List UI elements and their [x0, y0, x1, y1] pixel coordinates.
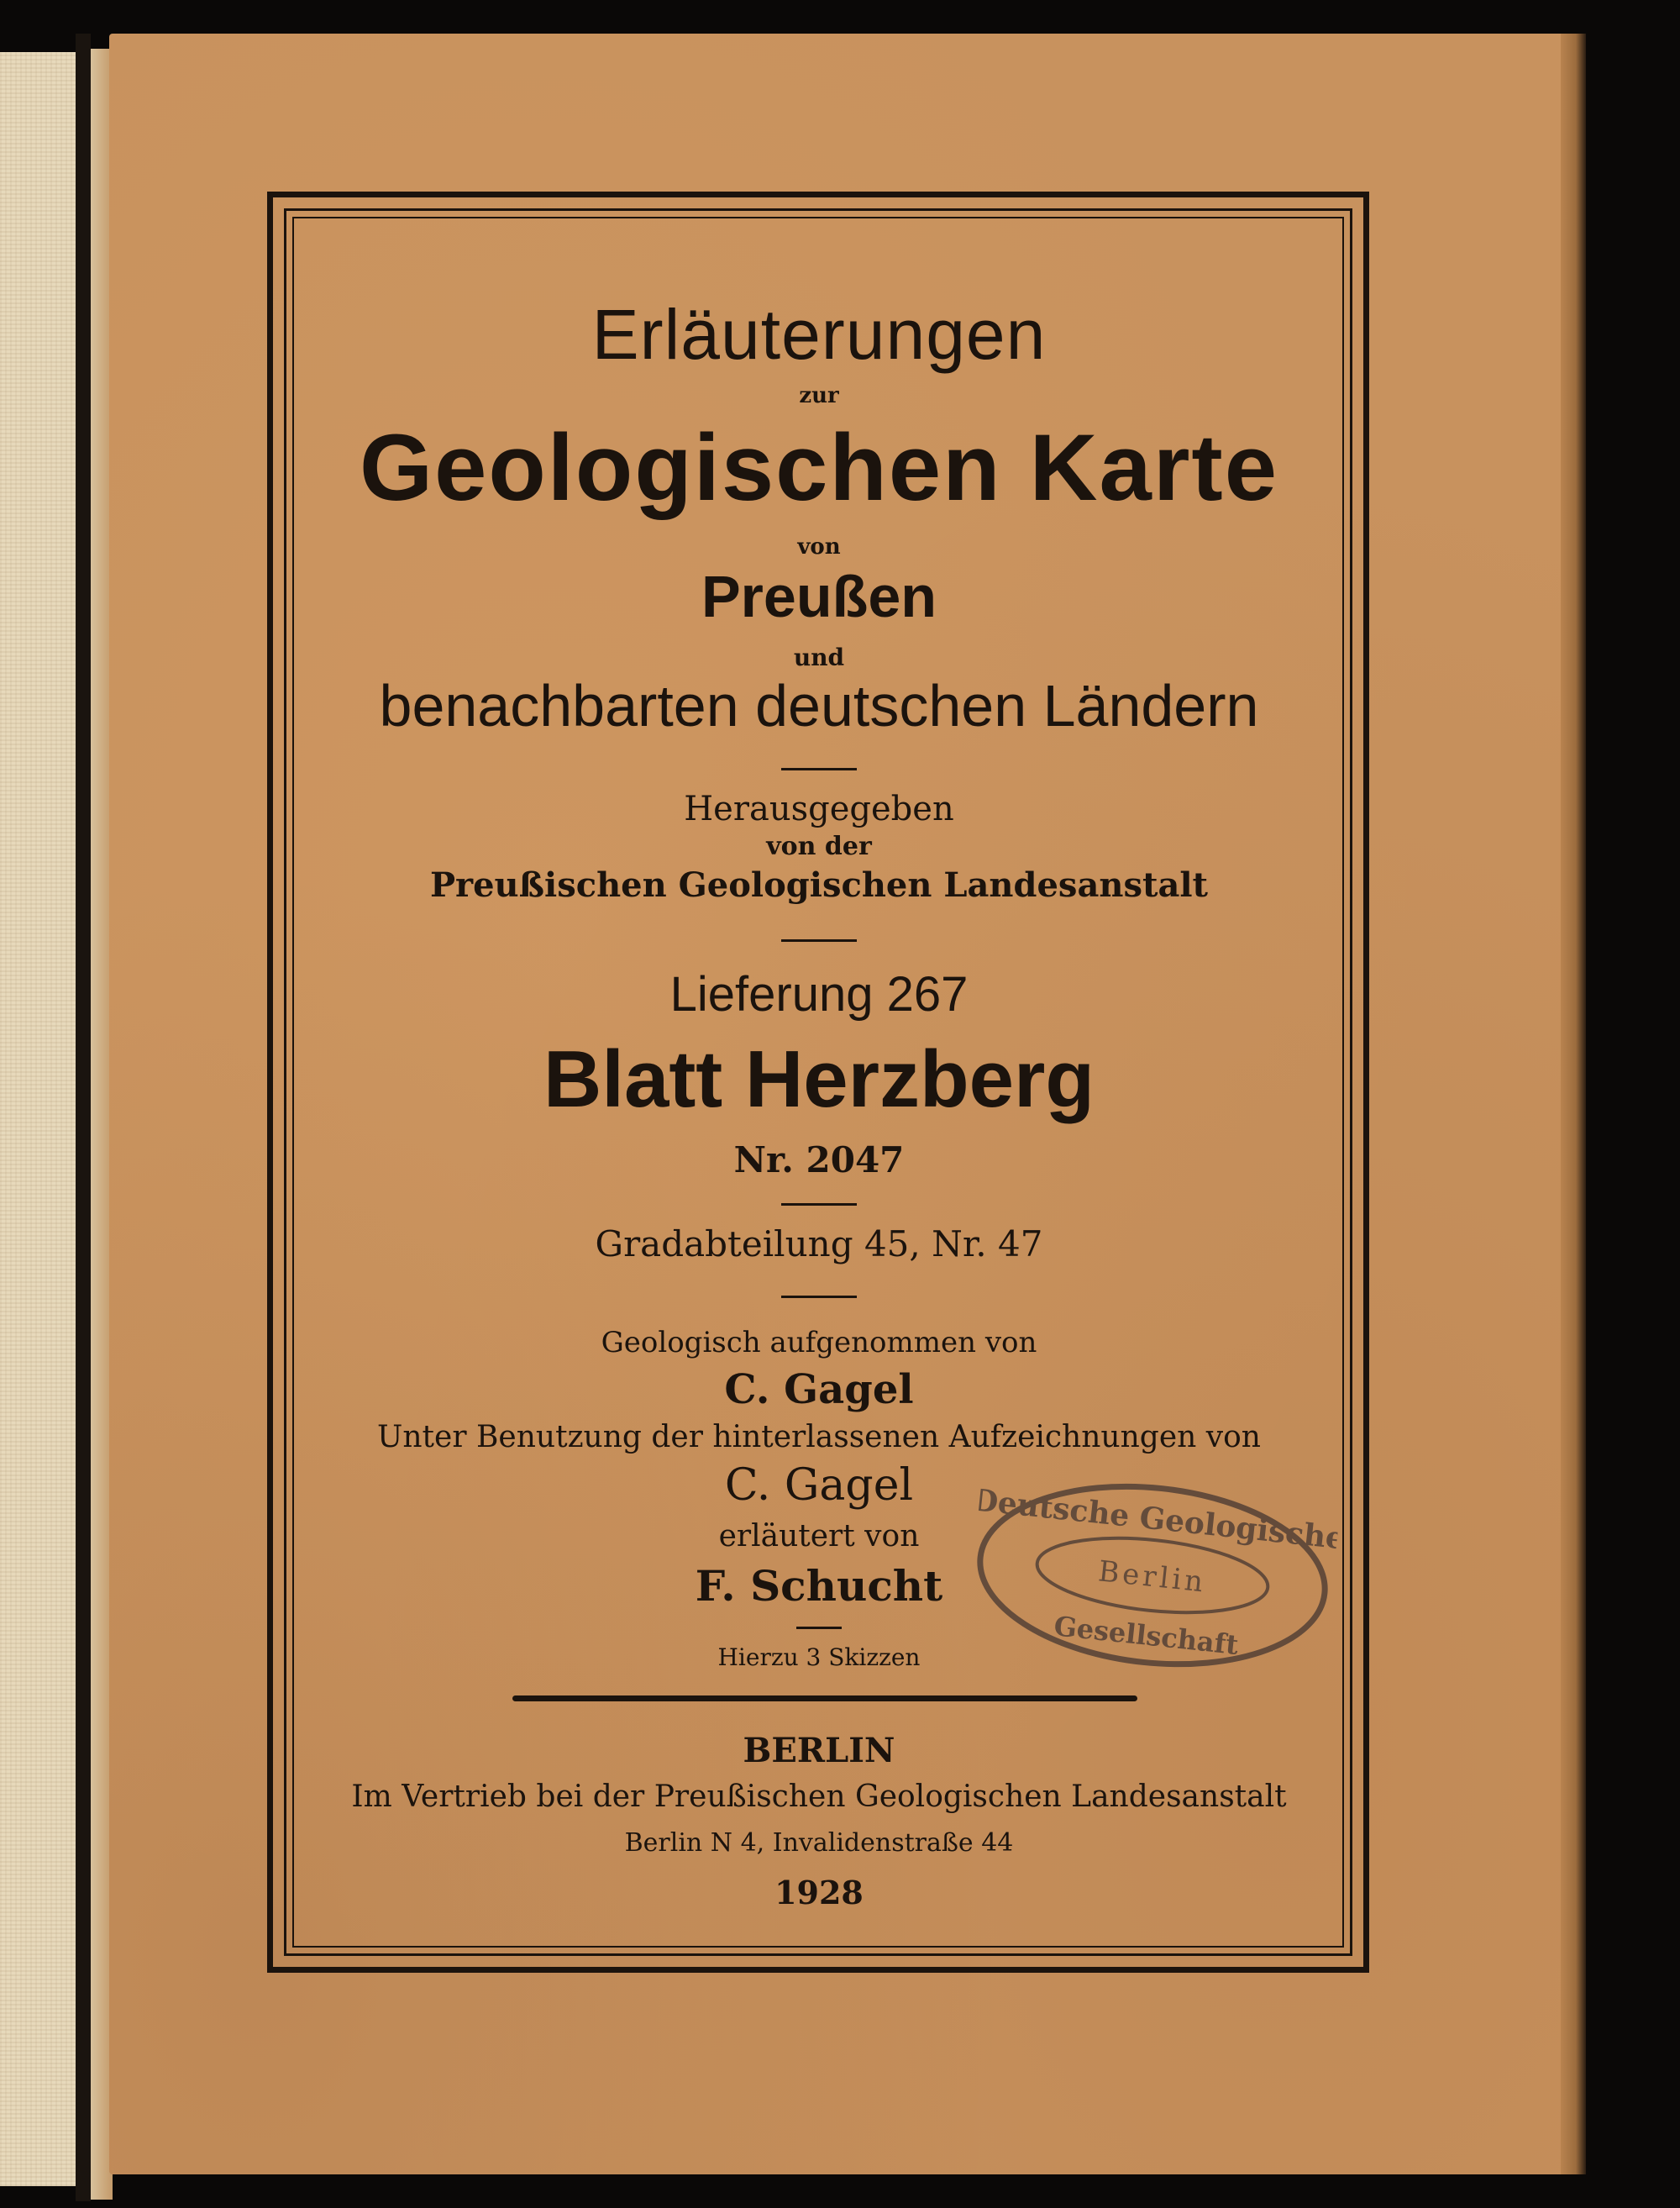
herausgegeben: Herausgegeben: [684, 790, 954, 828]
title-erlaeuterungen: Erläuterungen: [591, 295, 1047, 374]
von-der: von der: [766, 832, 872, 861]
title-preussen: Preußen: [701, 564, 937, 629]
blatt-number: Nr. 2047: [733, 1139, 905, 1180]
divider: [781, 768, 857, 770]
imprint-city: BERLIN: [743, 1731, 895, 1770]
imprint-year: 1928: [774, 1874, 864, 1911]
spine-gap: [76, 34, 91, 2201]
author-gagel-2: C. Gagel: [724, 1460, 914, 1511]
gradabteilung: Gradabteilung 45, Nr. 47: [595, 1223, 1043, 1264]
blatt-title: Blatt Herzberg: [543, 1034, 1095, 1124]
publisher-name: Preußischen Geologischen Landesanstalt: [429, 865, 1209, 905]
imprint-address: Berlin N 4, Invalidenstraße 44: [624, 1828, 1014, 1858]
title-von: von: [797, 534, 841, 560]
imprint-vertrieb: Im Vertrieb bei der Preußischen Geologischen Landesanstalt: [351, 1780, 1287, 1814]
divider: [781, 1296, 857, 1298]
author-gagel: C. Gagel: [724, 1366, 914, 1413]
library-stamp: [963, 1462, 1341, 1689]
title-benachbarten: benachbarten deutschen Ländern: [379, 673, 1259, 739]
stamp-graphic: [963, 1462, 1341, 1689]
aufgenommen-von: Geologisch aufgenommen von: [601, 1326, 1037, 1359]
divider: [781, 1203, 857, 1206]
book-spine: [0, 52, 76, 2186]
lieferung: Lieferung 267: [669, 967, 969, 1022]
title-geologischen-karte: Geologischen Karte: [359, 415, 1279, 520]
title-und: und: [793, 644, 845, 671]
hierzu-skizzen: Hierzu 3 Skizzen: [717, 1643, 921, 1671]
page-right-edge: [1561, 34, 1586, 2174]
unter-benutzung: Unter Benutzung der hinterlassenen Aufzeichnungen von: [377, 1420, 1261, 1454]
stamp-bottom-text: Gesellschaft: [1052, 1610, 1241, 1662]
divider: [796, 1627, 842, 1629]
imprint-rule: [512, 1695, 1137, 1701]
divider: [781, 939, 857, 942]
stamp-middle-text: Berlin: [1096, 1554, 1209, 1600]
title-zur: zur: [799, 383, 839, 408]
author-schucht: F. Schucht: [695, 1561, 943, 1611]
erlaeutert-von: erläutert von: [718, 1519, 920, 1553]
stamp-top-text: Deutsche Geologische: [969, 1482, 1341, 1557]
